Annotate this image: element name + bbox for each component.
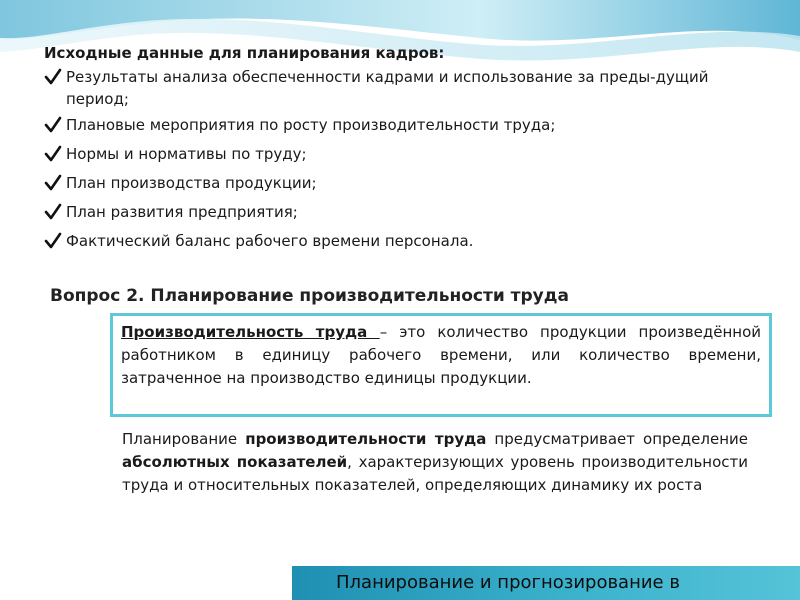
list-item <box>44 143 754 165</box>
section-title: Вопрос 2. Планирование производительности труда <box>50 286 569 306</box>
definition-dash: – <box>379 323 400 341</box>
list-item <box>44 201 754 223</box>
planning-paragraph <box>122 428 748 497</box>
list-item <box>44 114 754 136</box>
checkmark-icon <box>44 145 62 163</box>
checkmark-icon <box>44 68 62 86</box>
bullet-text: План производства продукции; <box>66 174 317 192</box>
definition-text <box>121 321 761 390</box>
bullet-text: Фактический баланс рабочего времени персонала. <box>66 232 474 250</box>
bullet-text: Плановые мероприятия по росту производительности труда; <box>66 116 556 134</box>
list-item <box>44 66 754 110</box>
definition-box <box>110 313 772 417</box>
definition-body: это количество продукции произведённой работником в единицу рабочего времени, или количество времени, затраченное на производство единицы продукции. <box>121 323 761 387</box>
footer-bar <box>292 566 800 600</box>
paragraph-bold-term: производительности труда <box>245 430 487 448</box>
footer-title: Планирование и прогнозирование в <box>336 572 680 593</box>
paragraph-text: , характеризующих уровень производительности труда и относительных показателей, определяющих динамику их роста <box>122 453 749 494</box>
checkmark-icon <box>44 203 62 221</box>
slide-heading: Исходные данные для планирования кадров: <box>44 44 445 62</box>
checkmark-icon <box>44 116 62 134</box>
checkmark-icon <box>44 174 62 192</box>
paragraph-text: предусматривает определение <box>486 430 748 448</box>
list-item <box>44 230 754 252</box>
bullet-list <box>44 66 754 259</box>
paragraph-bold-term: абсолютных показателей <box>122 453 348 471</box>
paragraph-text: Планирование <box>122 430 246 448</box>
definition-term: Производительность труда <box>121 323 380 341</box>
checkmark-icon <box>44 232 62 250</box>
bullet-text: Результаты анализа обеспеченности кадрами и использование за преды-дущий период; <box>66 68 709 108</box>
bullet-text: Нормы и нормативы по труду; <box>66 145 307 163</box>
list-item <box>44 172 754 194</box>
bullet-text: План развития предприятия; <box>66 203 298 221</box>
